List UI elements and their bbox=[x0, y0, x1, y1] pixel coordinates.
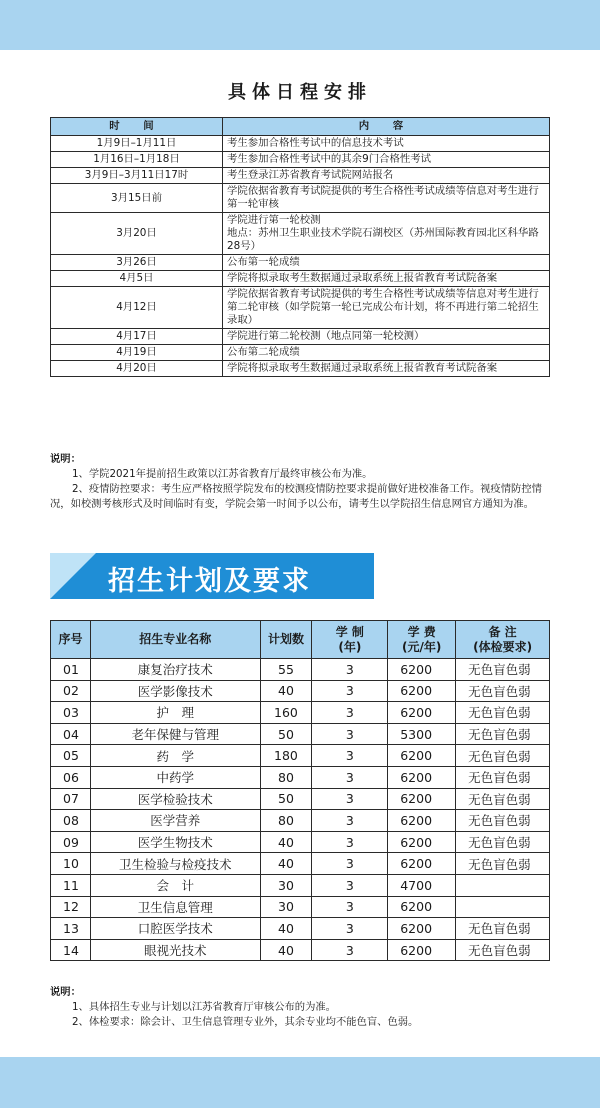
plan-cell-quota: 55 bbox=[260, 659, 312, 681]
plan-banner-accent bbox=[50, 553, 96, 599]
schedule-content: 学院进行第一轮校测 地点：苏州卫生职业技术学院石湖校区（苏州国际教育园北区科华路28号） bbox=[223, 213, 550, 255]
plan-cell-years: 3 bbox=[312, 723, 388, 745]
top-band bbox=[0, 0, 600, 50]
plan-cell-major: 医学营养 bbox=[90, 810, 260, 832]
plan-cell-quota: 40 bbox=[260, 853, 312, 875]
plan-cell-major: 卫生检验与检疫技术 bbox=[90, 853, 260, 875]
plan-cell-code: 12 bbox=[51, 896, 91, 918]
schedule-content: 公布第一轮成绩 bbox=[223, 255, 550, 271]
plan-row bbox=[51, 745, 550, 767]
plan-cell-code: 01 bbox=[51, 659, 91, 681]
plan-row bbox=[51, 939, 550, 961]
schedule-row bbox=[51, 152, 550, 168]
plan-row bbox=[51, 853, 550, 875]
plan-header-remark bbox=[456, 621, 550, 659]
schedule-body bbox=[51, 136, 550, 377]
plan-cell-fee: 6200 bbox=[388, 918, 456, 940]
plan-table bbox=[50, 620, 550, 961]
plan-cell-years: 3 bbox=[312, 831, 388, 853]
plan-cell-code: 02 bbox=[51, 680, 91, 702]
plan-row bbox=[51, 723, 550, 745]
plan-cell-fee: 6200 bbox=[388, 788, 456, 810]
plan-cell-quota: 160 bbox=[260, 702, 312, 724]
plan-row bbox=[51, 766, 550, 788]
plan-header-years-line1: 学 制 bbox=[335, 624, 364, 639]
schedule-header-content: 内 容 bbox=[223, 118, 550, 136]
plan-note-item-2: 2、体检要求：除会计、卫生信息管理专业外，其余专业均不能色盲、色弱。 bbox=[72, 1016, 419, 1028]
plan-note bbox=[50, 985, 560, 1030]
plan-cell-remark: 无色盲色弱 bbox=[456, 918, 550, 940]
plan-cell-fee: 6200 bbox=[388, 680, 456, 702]
schedule-content: 学院依据省教育考试院提供的考生合格性考试成绩等信息对考生进行第二轮审核（如学院第一轮已完成公布计划，将不再进行第二轮招生录取） bbox=[223, 287, 550, 329]
plan-cell-fee: 6200 bbox=[388, 766, 456, 788]
plan-cell-fee: 6200 bbox=[388, 939, 456, 961]
plan-cell-major: 会 计 bbox=[90, 874, 260, 896]
plan-cell-remark bbox=[456, 874, 550, 896]
plan-cell-quota: 30 bbox=[260, 896, 312, 918]
plan-cell-code: 06 bbox=[51, 766, 91, 788]
schedule-time: 4月20日 bbox=[51, 361, 223, 377]
schedule-content: 考生参加合格性考试中的信息技术考试 bbox=[223, 136, 550, 152]
schedule-table bbox=[50, 117, 550, 377]
plan-cell-fee: 6200 bbox=[388, 810, 456, 832]
schedule-time: 3月20日 bbox=[51, 213, 223, 255]
plan-cell-code: 07 bbox=[51, 788, 91, 810]
plan-cell-fee: 6200 bbox=[388, 659, 456, 681]
plan-cell-remark: 无色盲色弱 bbox=[456, 680, 550, 702]
plan-cell-quota: 80 bbox=[260, 810, 312, 832]
schedule-row bbox=[51, 255, 550, 271]
plan-row bbox=[51, 874, 550, 896]
plan-cell-remark: 无色盲色弱 bbox=[456, 702, 550, 724]
plan-header-fee-line1: 学 费 bbox=[407, 624, 436, 639]
plan-row bbox=[51, 659, 550, 681]
schedule-time: 3月26日 bbox=[51, 255, 223, 271]
plan-cell-code: 09 bbox=[51, 831, 91, 853]
plan-cell-code: 10 bbox=[51, 853, 91, 875]
schedule-note-item-1: 1、学院2021年提前招生政策以江苏省教育厅最终审核公布为准。 bbox=[72, 468, 373, 480]
plan-cell-major: 中药学 bbox=[90, 766, 260, 788]
plan-row bbox=[51, 702, 550, 724]
plan-cell-major: 康复治疗技术 bbox=[90, 659, 260, 681]
plan-cell-quota: 50 bbox=[260, 788, 312, 810]
plan-header-fee bbox=[388, 621, 456, 659]
plan-cell-years: 3 bbox=[312, 939, 388, 961]
schedule-content: 学院将拟录取考生数据通过录取系统上报省教育考试院备案 bbox=[223, 361, 550, 377]
plan-cell-code: 08 bbox=[51, 810, 91, 832]
plan-cell-quota: 40 bbox=[260, 680, 312, 702]
plan-cell-code: 11 bbox=[51, 874, 91, 896]
plan-title: 招生计划及要求 bbox=[108, 566, 311, 597]
plan-cell-quota: 40 bbox=[260, 831, 312, 853]
plan-cell-remark: 无色盲色弱 bbox=[456, 659, 550, 681]
plan-cell-fee: 6200 bbox=[388, 853, 456, 875]
plan-cell-fee: 6200 bbox=[388, 896, 456, 918]
schedule-note-item-2: 2、疫情防控要求：考生应严格按照学院发布的校测疫情防控要求提前做好进校准备工作。视疫情防控情况，如校测考核形式及时间临时有变，学院会第一时间予以公布，请考生以学院招生信息网官方通知为准。 bbox=[50, 483, 542, 510]
plan-cell-major: 医学生物技术 bbox=[90, 831, 260, 853]
schedule-time: 4月19日 bbox=[51, 345, 223, 361]
plan-note-item-1: 1、具体招生专业与计划以江苏省教育厅审核公布的为准。 bbox=[72, 1001, 336, 1013]
plan-cell-years: 3 bbox=[312, 853, 388, 875]
plan-cell-code: 14 bbox=[51, 939, 91, 961]
plan-cell-major: 卫生信息管理 bbox=[90, 896, 260, 918]
plan-header-quota: 计划数 bbox=[260, 621, 312, 659]
plan-note-heading: 说明： bbox=[50, 986, 81, 998]
schedule-row bbox=[51, 271, 550, 287]
schedule-note bbox=[50, 452, 560, 512]
plan-cell-code: 04 bbox=[51, 723, 91, 745]
plan-cell-remark bbox=[456, 896, 550, 918]
plan-cell-fee: 6200 bbox=[388, 745, 456, 767]
plan-cell-years: 3 bbox=[312, 702, 388, 724]
bottom-band bbox=[0, 1057, 600, 1108]
plan-row bbox=[51, 810, 550, 832]
plan-cell-fee: 5300 bbox=[388, 723, 456, 745]
plan-cell-quota: 30 bbox=[260, 874, 312, 896]
plan-cell-remark: 无色盲色弱 bbox=[456, 831, 550, 853]
schedule-row bbox=[51, 361, 550, 377]
schedule-content: 公布第二轮成绩 bbox=[223, 345, 550, 361]
plan-cell-code: 05 bbox=[51, 745, 91, 767]
plan-cell-remark: 无色盲色弱 bbox=[456, 766, 550, 788]
schedule-row bbox=[51, 329, 550, 345]
schedule-row bbox=[51, 136, 550, 152]
plan-cell-fee: 4700 bbox=[388, 874, 456, 896]
schedule-row bbox=[51, 345, 550, 361]
plan-row bbox=[51, 680, 550, 702]
plan-header-remark-line1: 备 注 bbox=[488, 624, 517, 639]
schedule-time: 1月16日–1月18日 bbox=[51, 152, 223, 168]
schedule-row bbox=[51, 287, 550, 329]
plan-body bbox=[51, 659, 550, 961]
plan-cell-major: 眼视光技术 bbox=[90, 939, 260, 961]
plan-cell-code: 13 bbox=[51, 918, 91, 940]
schedule-time: 4月17日 bbox=[51, 329, 223, 345]
plan-cell-quota: 50 bbox=[260, 723, 312, 745]
schedule-content: 学院将拟录取考生数据通过录取系统上报省教育考试院备案 bbox=[223, 271, 550, 287]
plan-row bbox=[51, 918, 550, 940]
schedule-time: 3月15日前 bbox=[51, 184, 223, 213]
plan-row bbox=[51, 831, 550, 853]
plan-banner bbox=[50, 553, 374, 599]
schedule-time: 3月9日–3月11日17时 bbox=[51, 168, 223, 184]
plan-cell-remark: 无色盲色弱 bbox=[456, 853, 550, 875]
plan-header-row bbox=[51, 621, 550, 659]
plan-cell-years: 3 bbox=[312, 766, 388, 788]
plan-cell-remark: 无色盲色弱 bbox=[456, 788, 550, 810]
plan-header-major: 招生专业名称 bbox=[90, 621, 260, 659]
plan-cell-quota: 180 bbox=[260, 745, 312, 767]
plan-cell-years: 3 bbox=[312, 918, 388, 940]
schedule-row bbox=[51, 213, 550, 255]
plan-cell-years: 3 bbox=[312, 874, 388, 896]
schedule-time: 4月5日 bbox=[51, 271, 223, 287]
schedule-time: 4月12日 bbox=[51, 287, 223, 329]
plan-header-years bbox=[312, 621, 388, 659]
schedule-row bbox=[51, 168, 550, 184]
schedule-content: 考生登录江苏省教育考试院网站报名 bbox=[223, 168, 550, 184]
plan-cell-quota: 40 bbox=[260, 918, 312, 940]
plan-cell-years: 3 bbox=[312, 680, 388, 702]
plan-cell-major: 医学影像技术 bbox=[90, 680, 260, 702]
plan-cell-years: 3 bbox=[312, 810, 388, 832]
plan-cell-years: 3 bbox=[312, 896, 388, 918]
schedule-title: 具体日程安排 bbox=[228, 82, 372, 103]
plan-header-code: 序号 bbox=[51, 621, 91, 659]
plan-cell-major: 口腔医学技术 bbox=[90, 918, 260, 940]
plan-cell-years: 3 bbox=[312, 659, 388, 681]
schedule-content: 考生参加合格性考试中的其余9门合格性考试 bbox=[223, 152, 550, 168]
schedule-header-time: 时 间 bbox=[51, 118, 223, 136]
schedule-content: 学院依据省教育考试院提供的考生合格性考试成绩等信息对考生进行第一轮审核 bbox=[223, 184, 550, 213]
schedule-row bbox=[51, 184, 550, 213]
plan-cell-code: 03 bbox=[51, 702, 91, 724]
plan-row bbox=[51, 788, 550, 810]
plan-cell-major: 药 学 bbox=[90, 745, 260, 767]
schedule-time: 1月9日–1月11日 bbox=[51, 136, 223, 152]
plan-cell-remark: 无色盲色弱 bbox=[456, 723, 550, 745]
plan-cell-major: 医学检验技术 bbox=[90, 788, 260, 810]
plan-cell-years: 3 bbox=[312, 745, 388, 767]
plan-cell-years: 3 bbox=[312, 788, 388, 810]
plan-cell-major: 护 理 bbox=[90, 702, 260, 724]
plan-header-remark-line2: (体检要求) bbox=[473, 639, 533, 654]
schedule-note-heading: 说明： bbox=[50, 453, 81, 465]
plan-header-years-line2: (年) bbox=[338, 639, 362, 654]
plan-cell-major: 老年保健与管理 bbox=[90, 723, 260, 745]
plan-cell-fee: 6200 bbox=[388, 831, 456, 853]
schedule-content: 学院进行第二轮校测（地点同第一轮校测） bbox=[223, 329, 550, 345]
schedule-header-row bbox=[51, 118, 550, 136]
plan-cell-quota: 80 bbox=[260, 766, 312, 788]
plan-cell-fee: 6200 bbox=[388, 702, 456, 724]
plan-cell-remark: 无色盲色弱 bbox=[456, 939, 550, 961]
plan-header-fee-line2: (元/年) bbox=[402, 639, 442, 654]
plan-cell-quota: 40 bbox=[260, 939, 312, 961]
plan-cell-remark: 无色盲色弱 bbox=[456, 810, 550, 832]
plan-cell-remark: 无色盲色弱 bbox=[456, 745, 550, 767]
plan-row bbox=[51, 896, 550, 918]
